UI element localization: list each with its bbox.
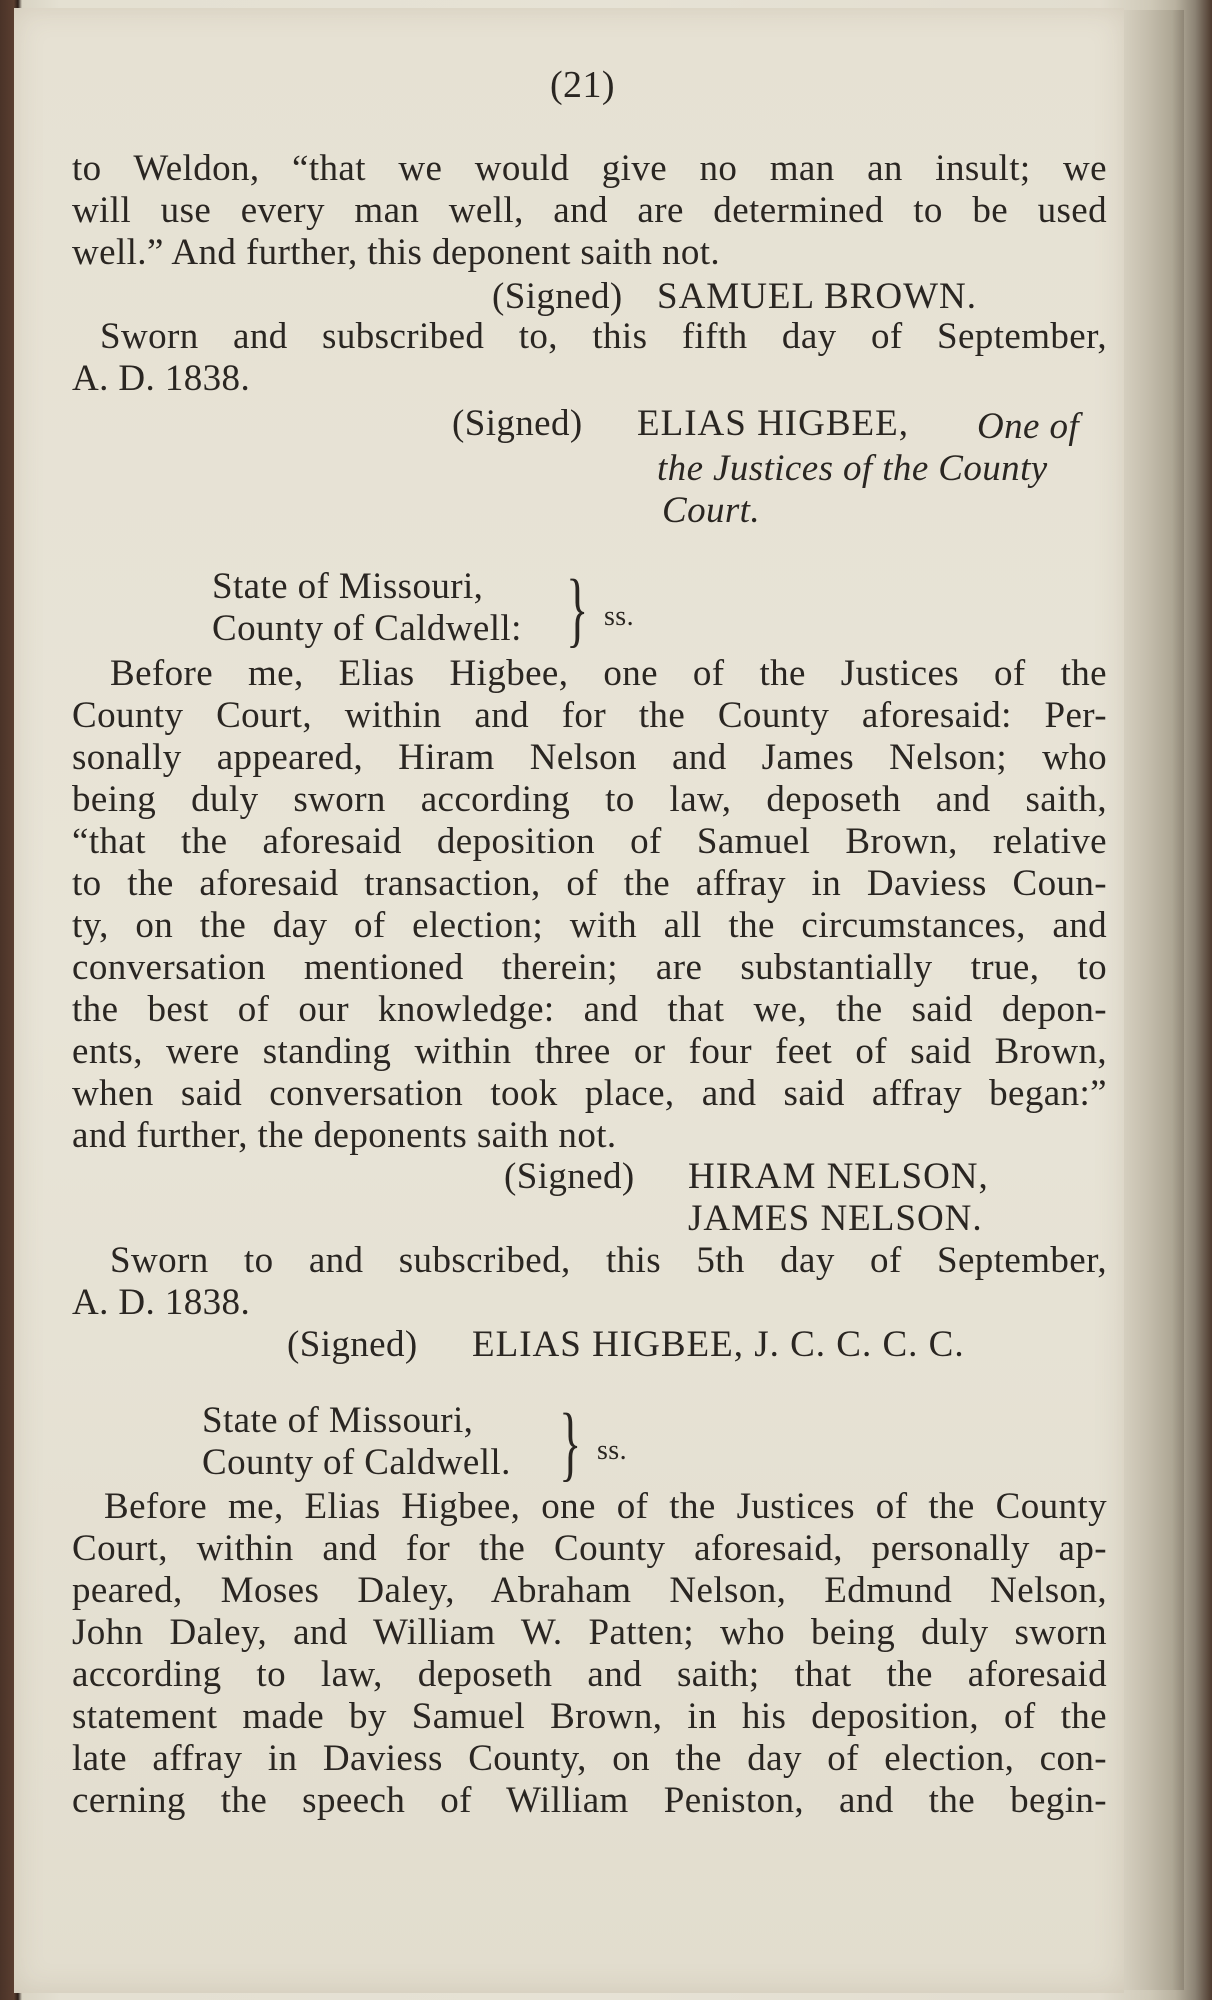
page xyxy=(14,8,1124,1993)
venue-block xyxy=(202,1397,702,1490)
signed-label: (Signed) xyxy=(504,1156,635,1197)
text-line: peared, Moses Daley, Abraham Nelson, Edmund Nelson, xyxy=(72,1570,1107,1611)
signed-label: (Signed) xyxy=(492,276,623,317)
text-line: A. D. 1838. xyxy=(72,358,251,399)
venue-state: State of Missouri, xyxy=(202,1400,474,1441)
venue-state: State of Missouri, xyxy=(212,566,484,607)
text-line: the best of our knowledge: and that we, the said depon- xyxy=(72,989,1107,1030)
text-line: ents, were standing within three or four feet of said Brown, xyxy=(72,1031,1107,1072)
text-line: according to law, deposeth and saith; that the aforesaid xyxy=(72,1654,1107,1695)
venue-block xyxy=(212,563,712,656)
signature-name: ELIAS HIGBEE, J. C. C. C. C. xyxy=(472,1324,965,1365)
text-line: John Daley, and William W. Patten; who being duly sworn xyxy=(72,1612,1107,1653)
signed-label: (Signed) xyxy=(452,403,583,444)
text-line: A. D. 1838. xyxy=(72,1282,251,1323)
signature-title: One of xyxy=(977,406,1080,447)
signature-name: JAMES NELSON. xyxy=(688,1198,983,1239)
text-line: County Court, within and for the County aforesaid: Per- xyxy=(72,695,1107,736)
text-line: to the aforesaid transaction, of the affray in Daviess Coun- xyxy=(72,863,1107,904)
signature-name: ELIAS HIGBEE, xyxy=(637,403,909,444)
text-line: ty, on the day of election; with all the circumstances, and xyxy=(72,905,1107,946)
venue-ss: ss. xyxy=(597,1435,627,1466)
text-line: Before me, Elias Higbee, one of the Justices of the County xyxy=(104,1486,1107,1527)
signature-name: SAMUEL BROWN. xyxy=(657,276,977,317)
text-line: late affray in Daviess County, on the day of election, con- xyxy=(72,1738,1107,1779)
brace-icon: } xyxy=(566,563,589,656)
venue-county: County of Caldwell: xyxy=(212,608,522,649)
text-line: Court, within and for the County aforesaid, personally ap- xyxy=(72,1528,1107,1569)
venue-county: County of Caldwell. xyxy=(202,1442,511,1483)
text-line: when said conversation took place, and said affray began:” xyxy=(72,1073,1107,1114)
text-line: will use every man well, and are determined to be used xyxy=(72,190,1107,231)
text-line: cerning the speech of William Peniston, and the begin- xyxy=(72,1780,1107,1821)
brace-icon: } xyxy=(559,1397,582,1490)
text-line: Sworn to and subscribed, this 5th day of September, xyxy=(110,1240,1107,1281)
text-line: “that the aforesaid deposition of Samuel Brown, relative xyxy=(72,821,1107,862)
venue-ss: ss. xyxy=(604,601,634,632)
page-edge xyxy=(1124,10,1184,1990)
text-line: conversation mentioned therein; are substantially true, to xyxy=(72,947,1107,988)
page-number: (21) xyxy=(550,64,615,106)
text-line: to Weldon, “that we would give no man an insult; we xyxy=(72,148,1107,189)
text-line: Sworn and subscribed to, this fifth day of September, xyxy=(100,316,1107,357)
signed-label: (Signed) xyxy=(287,1324,418,1365)
text-line: sonally appeared, Hiram Nelson and James Nelson; who xyxy=(72,737,1107,778)
text-line: being duly sworn according to law, deposeth and saith, xyxy=(72,779,1107,820)
text-line: Before me, Elias Higbee, one of the Justices of the xyxy=(110,653,1107,694)
signature-title: the Justices of the County xyxy=(657,448,1048,489)
text-line: statement made by Samuel Brown, in his deposition, of the xyxy=(72,1696,1107,1737)
text-line: well.” And further, this deponent saith not. xyxy=(72,232,721,273)
signature-name: HIRAM NELSON, xyxy=(688,1156,989,1197)
text-line: and further, the deponents saith not. xyxy=(72,1115,617,1156)
signature-title: Court. xyxy=(662,490,761,531)
